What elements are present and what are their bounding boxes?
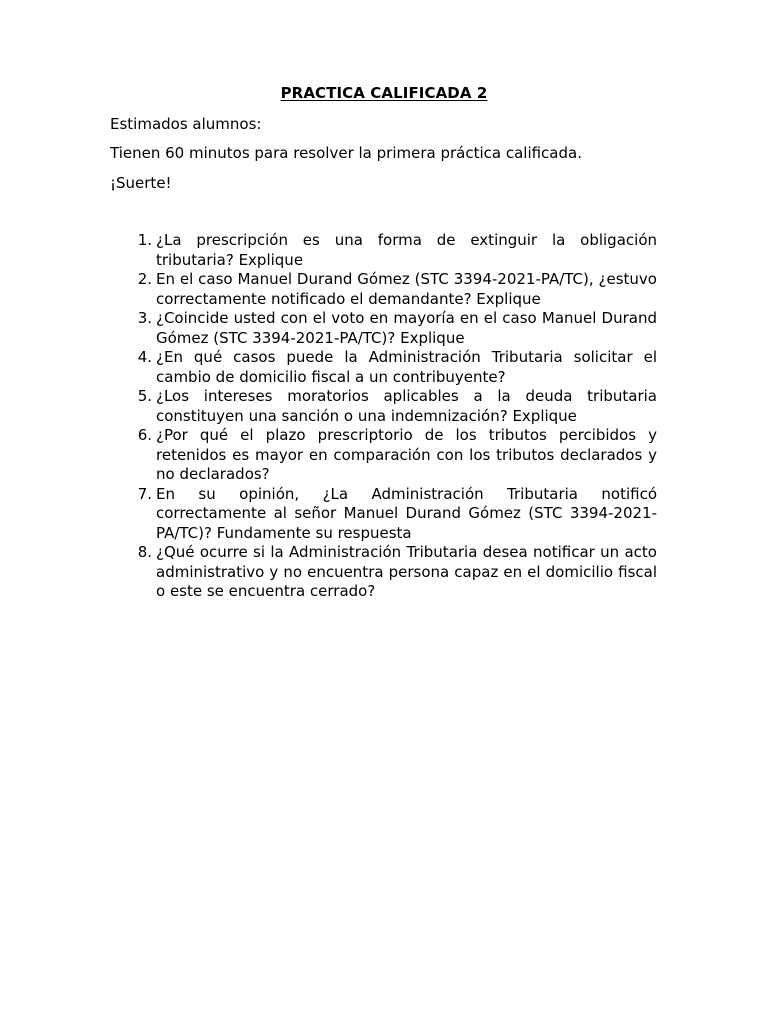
- question-text: En su opinión, ¿La Administración Tributaria notificó correctamente al señor Manuel Durand Gómez (STC 3394-2021-PA/TC)? Fundamente su respuesta: [156, 484, 657, 542]
- question-text: ¿Qué ocurre si la Administración Tributaria desea notificar un acto administrativo y no encuentra persona capaz en el domicilio fiscal o este se encuentra cerrado?: [156, 543, 657, 600]
- question-text: En el caso Manuel Durand Gómez (STC 3394-2021-PA/TC), ¿estuvo correctamente notificado el demandante? Explique: [156, 270, 657, 308]
- question-item: [137, 309, 657, 348]
- question-item: [137, 484, 657, 544]
- question-text: ¿La prescripción es una forma de extinguir la obligación tributaria? Explique: [156, 231, 657, 269]
- question-number: 7.: [137, 484, 152, 503]
- question-text: ¿Coincide usted con el voto en mayoría en el caso Manuel Durand Gómez (STC 3394-2021-PA/TC)? Explique: [156, 309, 657, 347]
- question-list: [137, 231, 657, 602]
- question-number: 5.: [137, 387, 152, 405]
- question-item: [137, 543, 657, 602]
- question-text: ¿En qué casos puede la Administración Tributaria solicitar el cambio de domicilio fiscal a un contribuyente?: [156, 348, 657, 386]
- question-item: [137, 348, 657, 387]
- question-number: 8.: [137, 543, 152, 561]
- page-title: PRACTICA CALIFICADA 2: [280, 84, 488, 102]
- greeting-text: Estimados alumnos:: [110, 115, 262, 133]
- question-number: 1.: [137, 231, 152, 249]
- question-text: ¿Por qué el plazo prescriptorio de los tributos percibidos y retenidos es mayor en comparación con los tributos declarados y no declarados?: [156, 426, 657, 483]
- question-number: 3.: [137, 309, 152, 327]
- question-number: 4.: [137, 348, 152, 366]
- question-item: [137, 270, 657, 309]
- question-number: 2.: [137, 270, 152, 288]
- question-item: [137, 231, 657, 270]
- question-item: [137, 387, 657, 426]
- question-number: 6.: [137, 426, 152, 444]
- question-text: ¿Los intereses moratorios aplicables a la deuda tributaria constituyen una sanción o una indemnización? Explique: [156, 387, 657, 425]
- closing-text: ¡Suerte!: [110, 174, 172, 192]
- question-item: [137, 426, 657, 485]
- instructions-text: Tienen 60 minutos para resolver la primera práctica calificada.: [110, 144, 582, 162]
